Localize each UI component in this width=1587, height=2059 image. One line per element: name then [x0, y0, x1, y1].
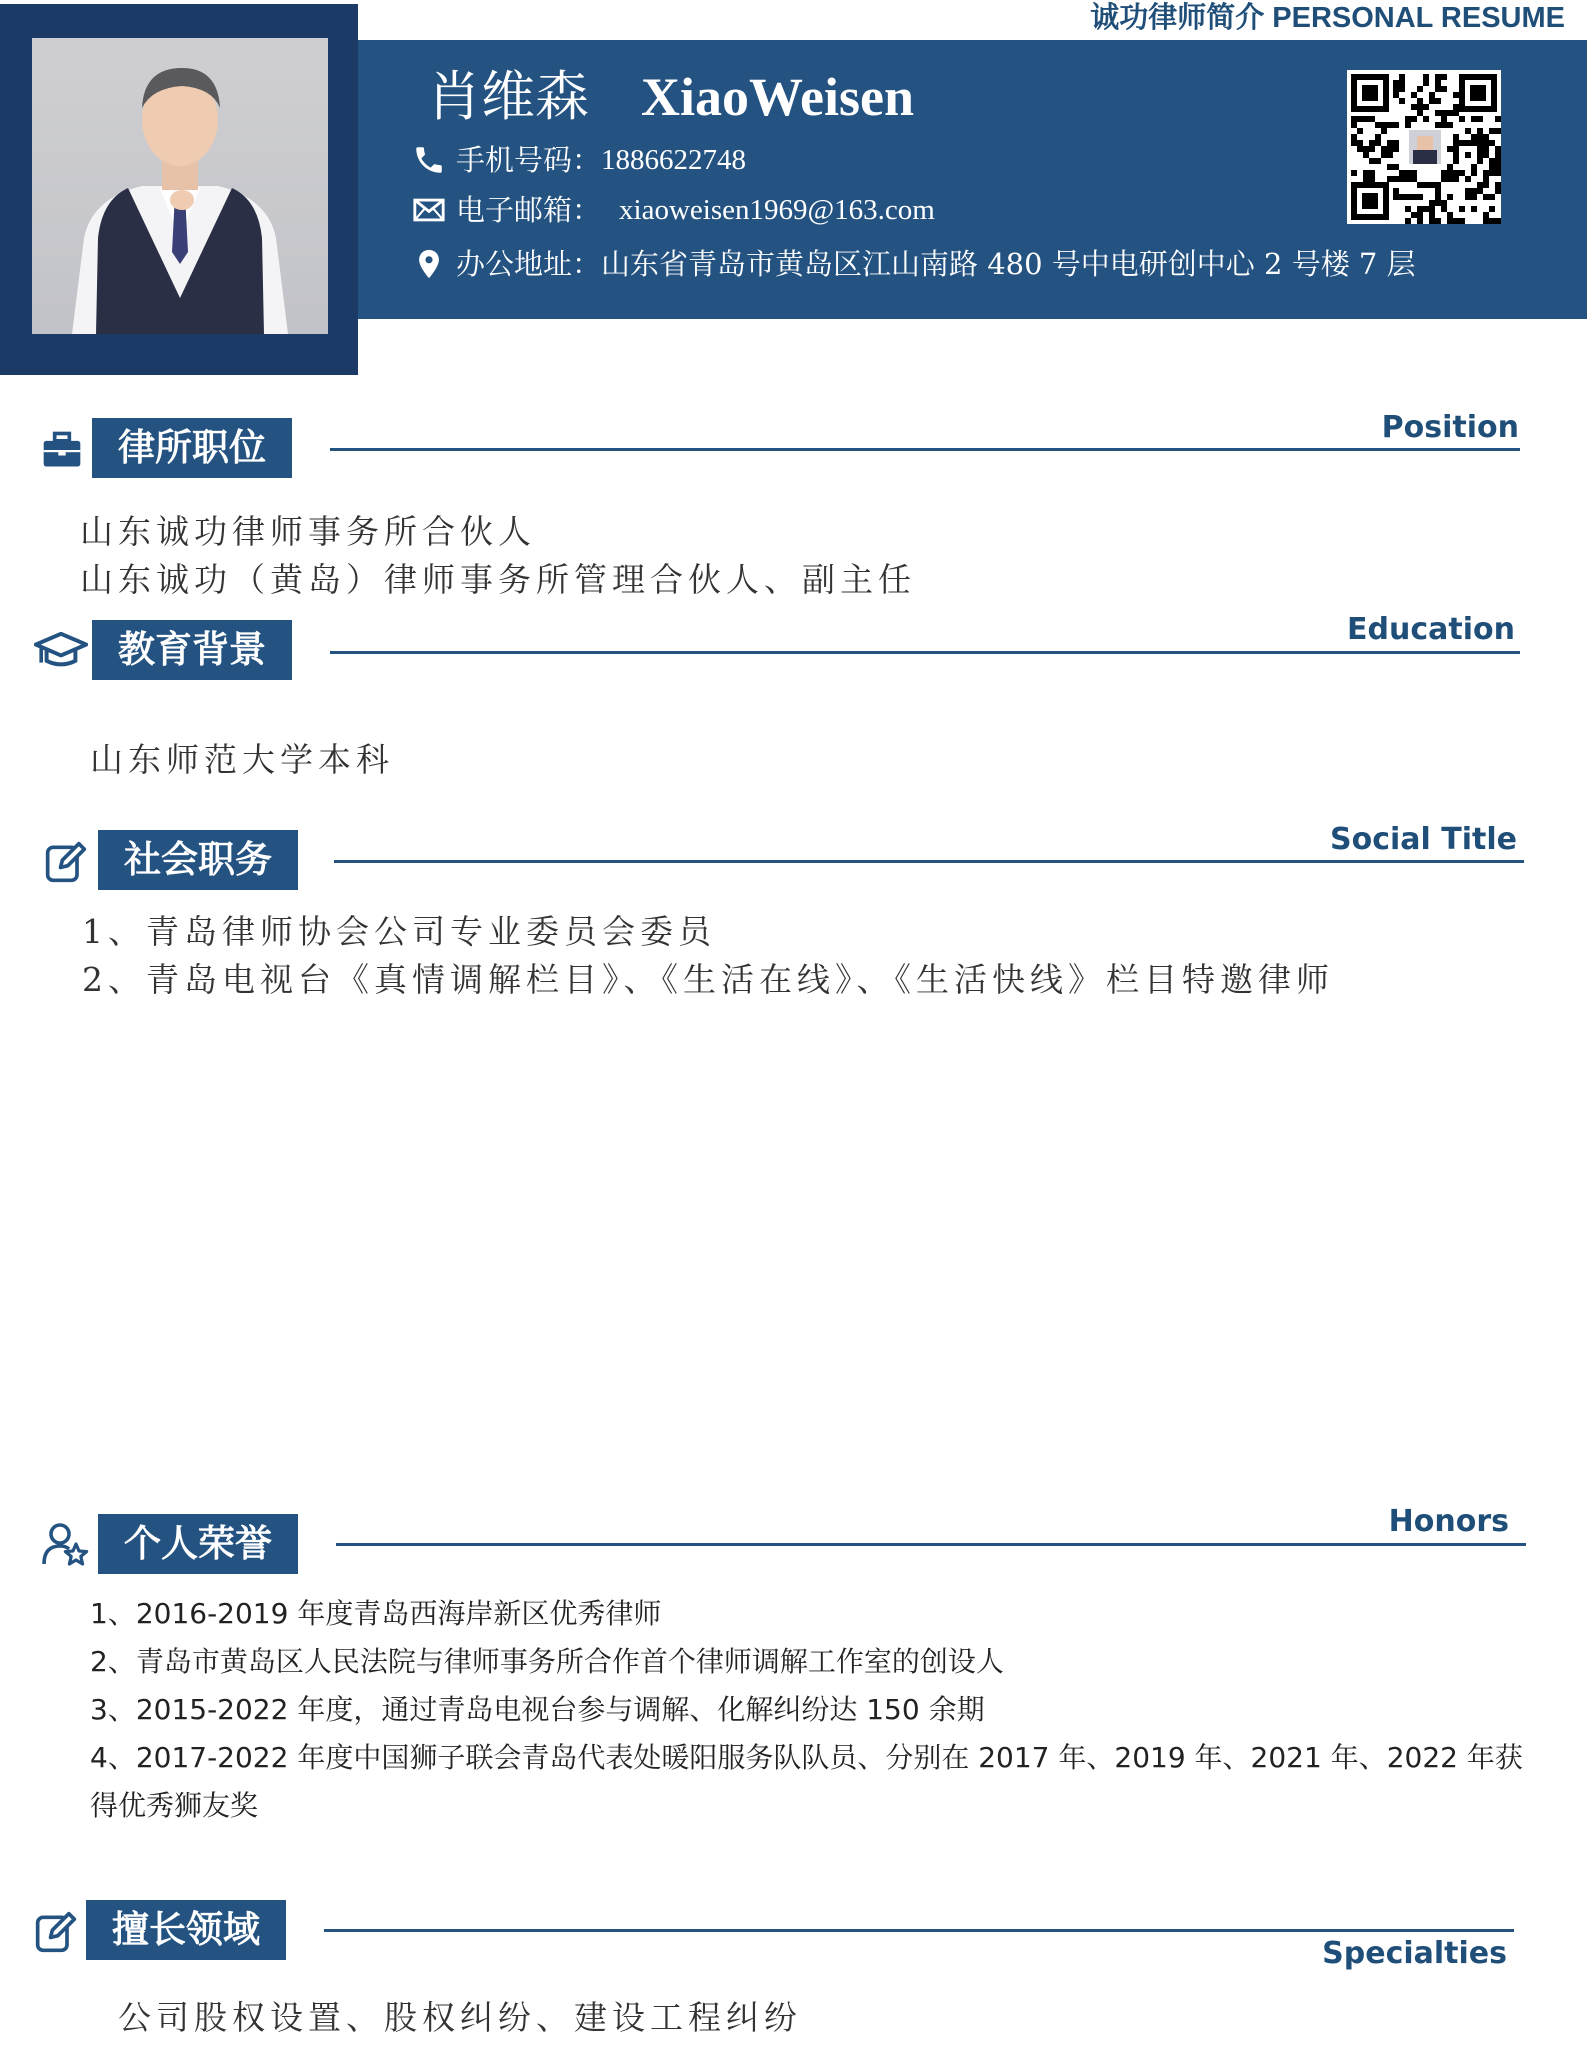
qr-module [1375, 140, 1381, 146]
phone-row [412, 138, 746, 182]
qr-module [1405, 170, 1411, 176]
qr-module [1495, 158, 1501, 164]
qr-module [1417, 218, 1423, 224]
qr-module [1483, 134, 1489, 140]
qr-module [1429, 218, 1435, 224]
honors-line-1: 1、2016-2019 年度青岛西海岸新区优秀律师 [90, 1597, 662, 1630]
name-cn: 肖维森 [427, 65, 589, 128]
qr-module [1405, 194, 1411, 200]
qr-module [1417, 206, 1423, 212]
qr-module [1483, 182, 1489, 188]
qr-module [1495, 116, 1501, 122]
qr-module [1369, 176, 1375, 182]
section-title-education: 教育背景 [92, 620, 292, 680]
name-en: XiaoWeisen [641, 67, 915, 127]
qr-module [1411, 104, 1417, 110]
honors-line-3: 3、2015-2022 年度，通过青岛电视台参与调解、化解纠纷达 150 余期 [90, 1693, 985, 1726]
qr-module [1489, 158, 1495, 164]
phone-label: 手机号码： [456, 143, 602, 177]
section-title-social: 社会职务 [98, 830, 298, 890]
qr-module [1399, 176, 1405, 182]
section-en-social: Social Title [1330, 822, 1517, 857]
honors-line-4: 4、2017-2022 年度中国狮子联会青岛代表处暖阳服务队队员、分别在 2017 年、2019 年、2021 年、2022 年获 [90, 1741, 1523, 1774]
qr-module [1417, 182, 1423, 188]
qr-module [1495, 128, 1501, 134]
qr-module [1393, 194, 1399, 200]
qr-module [1351, 134, 1357, 140]
qr-module [1411, 116, 1417, 122]
qr-module [1489, 170, 1495, 176]
qr-module [1417, 98, 1423, 104]
social-line-1: 1、青岛律师协会公司专业委员会委员 [82, 912, 716, 951]
qr-module [1411, 212, 1417, 218]
qr-module [1465, 140, 1471, 146]
qr-module [1363, 146, 1369, 152]
address-row [412, 242, 1416, 286]
qr-module [1495, 218, 1501, 224]
qr-module [1453, 110, 1459, 116]
qr-module [1405, 122, 1411, 128]
qr-module [1447, 122, 1453, 128]
social-line-2: 2、青岛电视台《真情调解栏目》、《生活在线》、《生活快线》栏目特邀律师 [82, 960, 1334, 999]
qr-module [1471, 134, 1477, 140]
section-en-specialties: Specialties [1322, 1936, 1507, 1971]
person-name [427, 54, 914, 131]
qr-module [1495, 152, 1501, 158]
qr-module [1393, 86, 1399, 92]
qr-module [1381, 128, 1387, 134]
section-divider [334, 860, 1524, 863]
section-title-position: 律所职位 [92, 418, 292, 478]
qr-module [1363, 116, 1369, 122]
qr-module [1381, 152, 1387, 158]
qr-module [1441, 200, 1447, 206]
qr-module [1495, 182, 1501, 188]
qr-module [1447, 194, 1453, 200]
qr-module [1447, 170, 1453, 176]
qr-module [1423, 206, 1429, 212]
section-divider [324, 1929, 1514, 1932]
qr-module [1423, 80, 1429, 86]
location-icon [412, 247, 446, 281]
qr-module [1393, 164, 1399, 170]
qr-module [1453, 218, 1459, 224]
section-title-honors: 个人荣誉 [98, 1514, 298, 1574]
user-star-icon [42, 1520, 90, 1572]
qr-module [1483, 146, 1489, 152]
qr-module [1471, 164, 1477, 170]
section-en-position: Position [1381, 410, 1519, 445]
qr-module [1489, 140, 1495, 146]
resume-tag: 诚功律师简介 PERSONAL RESUME [1090, 2, 1565, 34]
specialties-line-1: 公司股权设置、股权纠纷、建设工程纠纷 [118, 1998, 802, 2037]
qr-module [1483, 140, 1489, 146]
qr-module [1405, 116, 1411, 122]
section-en-honors: Honors [1388, 1504, 1509, 1539]
section-divider [330, 651, 1520, 654]
qr-module [1393, 80, 1399, 86]
qr-module [1399, 194, 1405, 200]
qr-module [1441, 122, 1447, 128]
qr-module [1357, 128, 1363, 134]
qr-module [1489, 218, 1495, 224]
qr-module [1363, 170, 1369, 176]
qr-module [1411, 194, 1417, 200]
qr-module [1393, 146, 1399, 152]
qr-module [1453, 176, 1459, 182]
qr-module [1447, 164, 1453, 170]
section-en-education: Education [1347, 612, 1515, 647]
qr-module [1477, 158, 1483, 164]
qr-module [1411, 170, 1417, 176]
qr-module [1387, 140, 1393, 146]
qr-module [1399, 80, 1405, 86]
qr-module [1441, 170, 1447, 176]
qr-module [1465, 128, 1471, 134]
qr-module [1405, 176, 1411, 182]
email-value[interactable]: xiaoweisen1969@163.com [619, 194, 935, 226]
qr-module [1447, 176, 1453, 182]
qr-module [1453, 134, 1459, 140]
qr-module [1441, 74, 1447, 80]
qr-module [1369, 170, 1375, 176]
qr-module [1471, 194, 1477, 200]
qr-module [1471, 140, 1477, 146]
position-line-1: 山东诚功律师事务所合伙人 [80, 512, 536, 551]
address-value: 山东省青岛市黄岛区江山南路 480 号中电研创中心 2 号楼 7 层 [601, 247, 1416, 281]
qr-module [1357, 140, 1363, 146]
qr-module [1435, 80, 1441, 86]
qr-module [1369, 140, 1375, 146]
honors-line-2: 2、青岛市黄岛区人民法院与律师事务所合作首个律师调解工作室的创设人 [90, 1645, 1004, 1678]
qr-module [1489, 194, 1495, 200]
qr-module [1471, 206, 1477, 212]
qr-module [1465, 152, 1471, 158]
qr-module [1471, 170, 1477, 176]
qr-module [1477, 140, 1483, 146]
qr-module [1471, 116, 1477, 122]
qr-module [1441, 86, 1447, 92]
qr-module [1483, 212, 1489, 218]
qr-module [1453, 140, 1459, 146]
address-label: 办公地址： [456, 247, 602, 281]
qr-module [1429, 182, 1435, 188]
qr-module [1393, 122, 1399, 128]
qr-module [1363, 176, 1369, 182]
qr-module [1447, 146, 1453, 152]
qr-module [1387, 152, 1393, 158]
qr-module [1393, 140, 1399, 146]
qr-module [1471, 188, 1477, 194]
qr-module [1435, 188, 1441, 194]
qr-module [1423, 116, 1429, 122]
qr-module [1489, 164, 1495, 170]
qr-module [1435, 86, 1441, 92]
qr-module [1417, 212, 1423, 218]
qr-module [1477, 134, 1483, 140]
qr-module [1459, 116, 1465, 122]
qr-module [1399, 86, 1405, 92]
qr-module [1435, 200, 1441, 206]
qr-module [1477, 188, 1483, 194]
qr-module [1495, 146, 1501, 152]
qr-module [1459, 140, 1465, 146]
qr-module [1435, 194, 1441, 200]
phone-value[interactable]: 1886622748 [601, 144, 747, 176]
edit-icon [34, 1910, 78, 1958]
qr-module [1375, 134, 1381, 140]
qr-module [1477, 146, 1483, 152]
qr-module [1381, 146, 1387, 152]
qr-module [1441, 176, 1447, 182]
qr-module [1429, 98, 1435, 104]
qr-module [1399, 170, 1405, 176]
qr-module [1387, 146, 1393, 152]
qr-module [1447, 110, 1453, 116]
qr-module [1453, 152, 1459, 158]
qr-module [1495, 164, 1501, 170]
qr-module [1495, 188, 1501, 194]
qr-module [1351, 140, 1357, 146]
qr-module [1435, 98, 1441, 104]
qr-module [1489, 128, 1495, 134]
qr-module [1417, 194, 1423, 200]
qr-module [1435, 74, 1441, 80]
mail-icon [412, 193, 446, 227]
qr-module [1435, 122, 1441, 128]
profile-photo [32, 38, 328, 334]
position-line-2: 山东诚功（黄岛）律师事务所管理合伙人、副主任 [80, 560, 916, 599]
qr-module [1423, 74, 1429, 80]
section-divider [330, 448, 1520, 451]
qr-module [1423, 104, 1429, 110]
qr-module [1411, 176, 1417, 182]
qr-module [1387, 122, 1393, 128]
qr-module [1375, 158, 1381, 164]
qr-module [1477, 182, 1483, 188]
qr-module [1423, 182, 1429, 188]
qr-module [1351, 116, 1357, 122]
qr-module [1495, 170, 1501, 176]
qr-code[interactable] [1347, 70, 1501, 224]
qr-module [1477, 152, 1483, 158]
qr-module [1483, 194, 1489, 200]
qr-module [1393, 176, 1399, 182]
qr-module [1429, 200, 1435, 206]
graduation-cap-icon [34, 628, 88, 676]
qr-module [1465, 194, 1471, 200]
qr-module [1459, 218, 1465, 224]
email-label: 电子邮箱： [456, 193, 602, 227]
qr-module [1435, 110, 1441, 116]
qr-module [1441, 110, 1447, 116]
qr-module [1399, 74, 1405, 80]
qr-module [1369, 146, 1375, 152]
qr-module [1357, 146, 1363, 152]
briefcase-icon [40, 428, 84, 476]
qr-module [1483, 170, 1489, 176]
qr-module [1459, 206, 1465, 212]
qr-module [1477, 128, 1483, 134]
qr-module [1375, 122, 1381, 128]
qr-module [1435, 218, 1441, 224]
email-row [412, 188, 935, 232]
qr-module [1477, 116, 1483, 122]
qr-module [1465, 176, 1471, 182]
qr-module [1393, 188, 1399, 194]
qr-module [1447, 218, 1453, 224]
qr-module [1363, 152, 1369, 158]
qr-module [1351, 170, 1357, 176]
qr-module [1465, 188, 1471, 194]
qr-module [1387, 164, 1393, 170]
qr-module [1399, 98, 1405, 104]
qr-module [1369, 116, 1375, 122]
qr-module [1489, 206, 1495, 212]
qr-module [1483, 152, 1489, 158]
qr-module [1453, 146, 1459, 152]
qr-module [1405, 206, 1411, 212]
qr-module [1429, 92, 1435, 98]
qr-module [1429, 206, 1435, 212]
qr-module [1429, 212, 1435, 218]
qr-module [1447, 212, 1453, 218]
qr-module [1441, 116, 1447, 122]
qr-module [1483, 176, 1489, 182]
section-divider [336, 1543, 1526, 1546]
qr-module [1405, 218, 1411, 224]
qr-module [1381, 122, 1387, 128]
qr-module [1459, 170, 1465, 176]
qr-module [1369, 158, 1375, 164]
honors-line-5: 得优秀狮友奖 [90, 1789, 259, 1822]
qr-module [1453, 104, 1459, 110]
qr-module [1417, 86, 1423, 92]
qr-module [1393, 92, 1399, 98]
section-title-specialties: 擅长领域 [86, 1900, 286, 1960]
qr-module [1351, 122, 1357, 128]
qr-module [1417, 104, 1423, 110]
qr-module [1483, 218, 1489, 224]
qr-module [1387, 176, 1393, 182]
qr-module [1453, 92, 1459, 98]
qr-module [1453, 158, 1459, 164]
edit-icon [44, 840, 88, 888]
qr-module [1411, 92, 1417, 98]
qr-module [1357, 116, 1363, 122]
qr-module [1441, 206, 1447, 212]
education-line-1: 山东师范大学本科 [90, 740, 394, 779]
phone-icon [412, 143, 446, 177]
qr-module [1417, 110, 1423, 116]
qr-module [1435, 182, 1441, 188]
qr-module [1453, 170, 1459, 176]
